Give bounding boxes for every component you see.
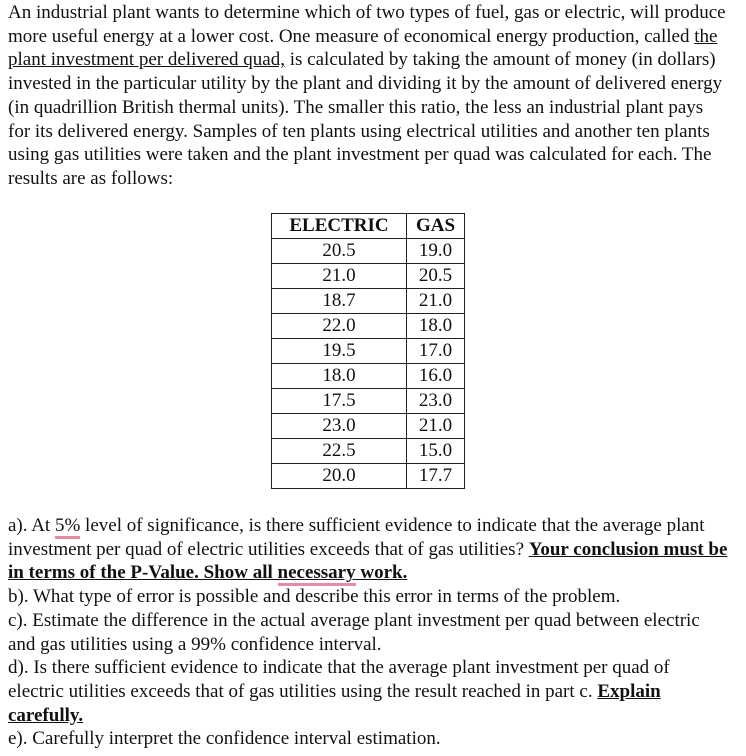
table-row: [272, 239, 465, 264]
question-a-text: a). At: [8, 515, 55, 536]
question-a-text-2: level of significance, is there sufficient evidence to indicate that the average plant investment per quad of electric utilities exceeds that of gas utilities?: [8, 515, 705, 560]
gas-cell: 18.0: [407, 314, 465, 339]
gas-cell: 21.0: [407, 414, 465, 439]
electric-cell: 18.7: [272, 289, 407, 314]
instruction-part-2: necessary: [278, 562, 356, 586]
electric-cell: 19.5: [272, 339, 407, 364]
intro-paragraph: [8, 1, 730, 191]
intro-text-1: An industrial plant wants to determine which of two types of fuel, gas or electric, will produce more useful energy at a lower cost. One measure of economical energy production, called: [8, 2, 726, 47]
data-table-container: [271, 213, 465, 489]
gas-cell: 19.0: [407, 239, 465, 264]
electric-cell: 20.0: [272, 464, 407, 489]
intro-text-2: is calculated by taking the amount of money (in dollars) invested in the particular utility by the plant and dividing it by the amount of delivered energy (in quadrillion British thermal units). The smaller this ratio, the less an industrial plant pays for its delivered energy. Samples of ten plants using electrical utilities and another ten plants using gas utilities were taken and the plant investment per quad was calculated for each. The results are as follows:: [8, 49, 723, 189]
question-d-text: d). Is there sufficient evidence to indicate that the average plant investment per quad of electric utilities exceeds that of gas utilities using the result reached in part c.: [8, 657, 670, 702]
significance-level: 5%: [55, 515, 80, 539]
question-a: [8, 514, 730, 585]
gas-cell: 17.0: [407, 339, 465, 364]
table-row: [272, 289, 465, 314]
table-row: [272, 264, 465, 289]
table-header-row: [272, 214, 465, 239]
gas-cell: 17.7: [407, 464, 465, 489]
question-d: [8, 656, 730, 727]
question-b: b). What type of error is possible and describe this error in terms of the problem.: [8, 586, 621, 608]
gas-cell: 21.0: [407, 289, 465, 314]
gas-cell: 16.0: [407, 364, 465, 389]
electric-cell: 21.0: [272, 264, 407, 289]
electric-cell: 22.5: [272, 439, 407, 464]
electric-cell: 17.5: [272, 389, 407, 414]
questions-block: [8, 514, 730, 751]
table-row: [272, 389, 465, 414]
question-e: e). Carefully interpret the confidence interval estimation.: [8, 728, 441, 750]
intro-term: the plant investment per delivered quad,: [8, 25, 718, 71]
table-row: [272, 414, 465, 439]
table-row: [272, 439, 465, 464]
instruction-part-1: Your conclusion must be in terms of the P-Value. Show all: [8, 538, 728, 584]
question-d-instruction: Explain carefully.: [8, 680, 661, 726]
instruction-part-3: work.: [355, 562, 408, 584]
question-c: c). Estimate the difference in the actual average plant investment per quad between electric and gas utilities using a 99% confidence interval.: [8, 609, 700, 655]
electric-cell: 18.0: [272, 364, 407, 389]
table-row: [272, 364, 465, 389]
column-header-electric: ELECTRIC: [272, 214, 407, 239]
table-row: [272, 339, 465, 364]
electric-cell: 20.5: [272, 239, 407, 264]
data-table: [271, 213, 465, 489]
column-header-gas: GAS: [407, 214, 465, 239]
gas-cell: 23.0: [407, 389, 465, 414]
table-row: [272, 464, 465, 489]
electric-cell: 23.0: [272, 414, 407, 439]
table-row: [272, 314, 465, 339]
electric-cell: 22.0: [272, 314, 407, 339]
gas-cell: 20.5: [407, 264, 465, 289]
gas-cell: 15.0: [407, 439, 465, 464]
